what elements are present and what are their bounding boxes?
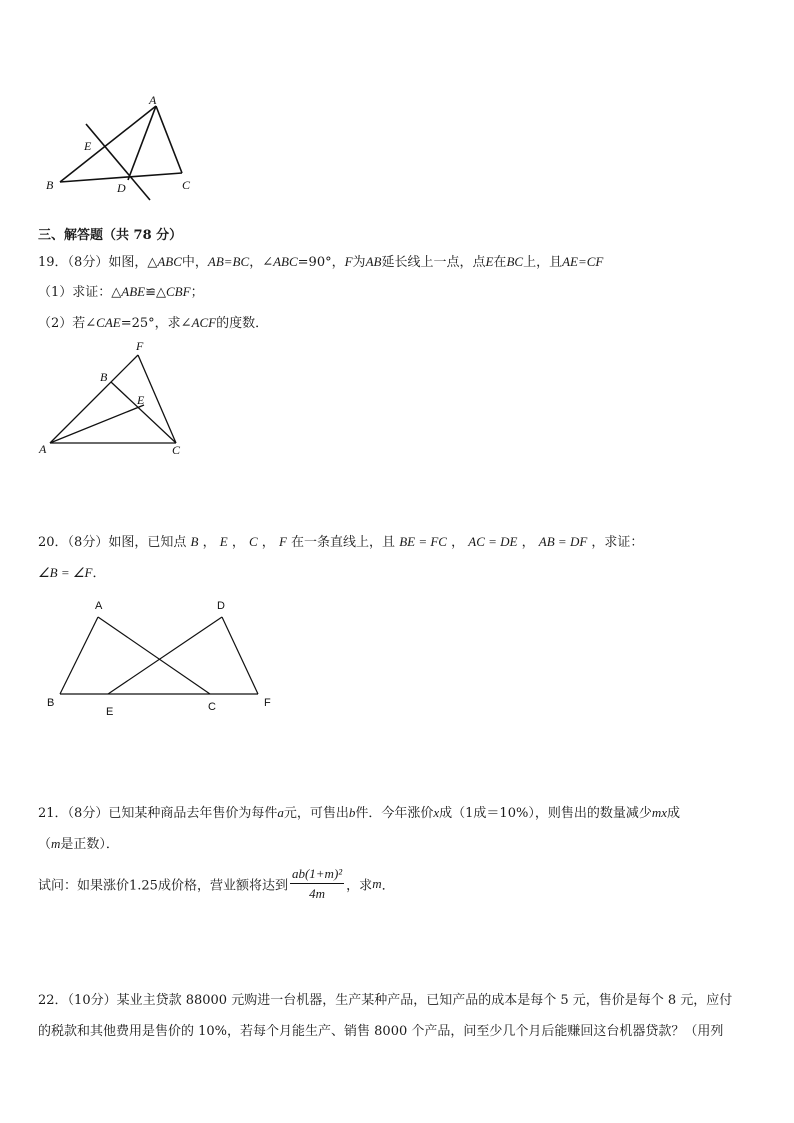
label-d: D [217, 600, 225, 612]
label-a: A [149, 93, 157, 107]
label-b: B [100, 370, 108, 384]
label-b: B [47, 697, 55, 709]
segment-ab [60, 617, 98, 694]
label-e: E [137, 393, 145, 407]
label-c: C [182, 178, 191, 192]
question-21-line-1: 21．（8分）已知某种商品去年售价为每件a元，可售出b件．今年涨价x成（1成＝10%），则售出的数量减少mx成 [38, 805, 681, 821]
question-21-line-3: 试问：如果涨价1.25成价格，营业额将达到 $\frac{\text{ab(1+m)²}}{4m}$ ，求m． [38, 866, 395, 901]
segment-bc [60, 173, 182, 182]
label-e: E [106, 706, 114, 718]
label-f: F [264, 697, 271, 709]
perpendicular-bisector [86, 124, 150, 200]
segment-af [50, 355, 138, 443]
segment-df [222, 617, 258, 694]
question-22-line-2: 的税款和其他费用是售价的 10%，若每个月能生产、销售 8000 个产品，问至少几个月后能赚回这台机器贷款？（用列 [38, 1024, 724, 1039]
segment-bc [111, 382, 176, 443]
segment-ac [156, 106, 182, 173]
question-21-line-2: （m是正数）． [38, 836, 119, 852]
revenue-fraction: $\frac{\text{ab(1+m)²}}{4m}$ [291, 866, 343, 901]
label-c: C [208, 701, 216, 713]
question-19-part-2: （2）若∠CAE=25°，求∠ACF的度数． [38, 315, 269, 331]
question-19-stem: 19．（8分）如图，△ABC中，AB=BC，∠ABC=90°，F为AB延长线上一点，点E在BC上，且AE=CF [38, 254, 604, 270]
label-d: D [117, 181, 126, 195]
label-c: C [172, 443, 181, 457]
segment-fc [138, 355, 176, 443]
label-f: F [136, 339, 144, 353]
segment-ad [128, 106, 156, 180]
question-22-line-1: 22．（10分）某业主贷款 88000 元购进一台机器，生产某种产品，已知产品的成本是每个 5 元，售价是每个 8 元，应付 [38, 993, 733, 1008]
segment-de [108, 617, 222, 694]
label-a: A [39, 442, 47, 456]
label-a: A [95, 600, 103, 612]
question-20-stem: 20．（8分）如图，已知点 B ， E ， C ， F 在一条直线上，且 BE = FC ， AC = DE ， AB = DF ，求证： [38, 534, 644, 550]
question-20-conclusion: ∠B = ∠F． [38, 565, 106, 581]
label-b: B [46, 178, 54, 192]
section-title: 三、解答题（共 78 分） [38, 228, 183, 243]
label-e: E [84, 139, 92, 153]
segment-ab [60, 106, 156, 182]
question-19-part-1: （1）求证：△ABE≌△CBF； [38, 284, 204, 300]
segment-ae [50, 405, 144, 443]
segment-ac [98, 617, 210, 694]
